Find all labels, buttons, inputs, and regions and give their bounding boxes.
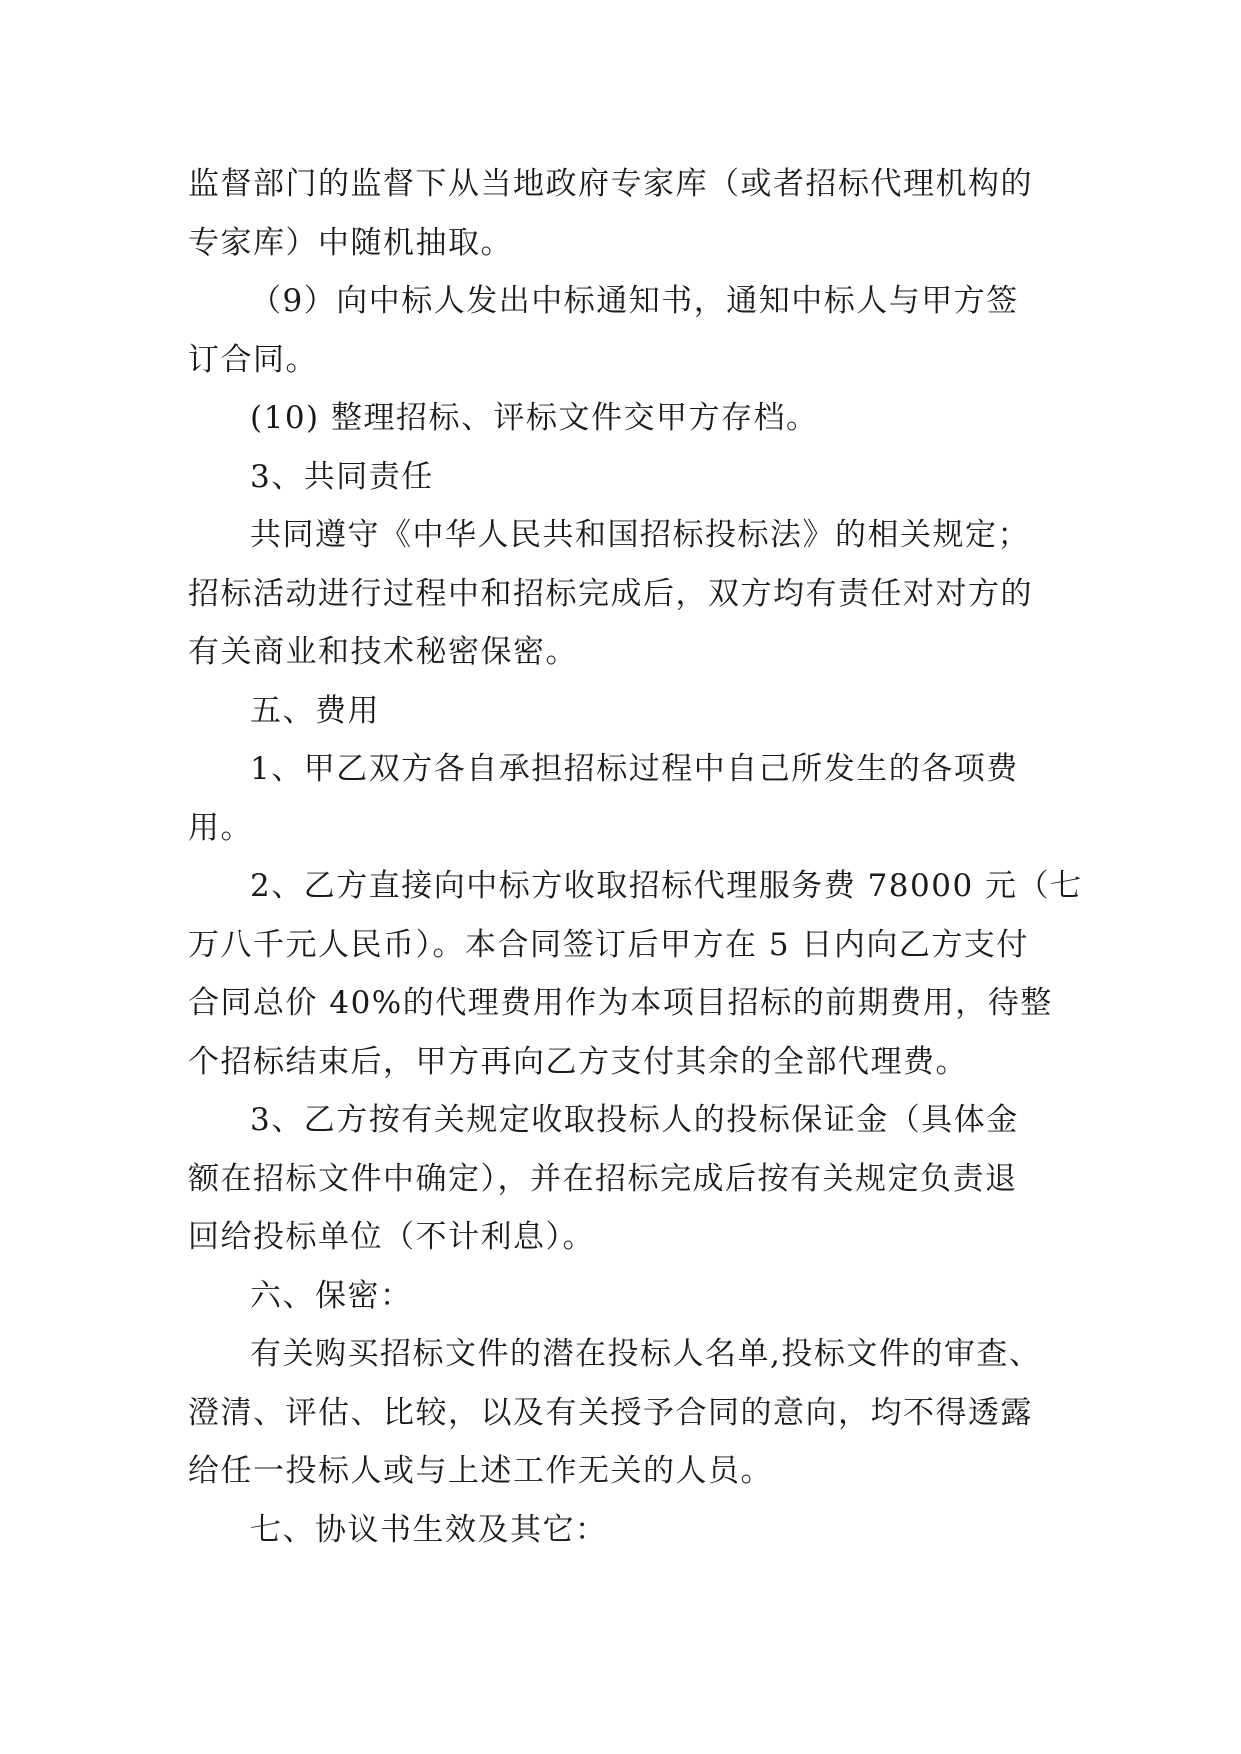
text-line: 3、乙方按有关规定收取投标人的投标保证金（具体金 <box>250 1102 1019 1138</box>
text-line: （9）向中标人发出中标通知书，通知中标人与甲方签 <box>250 283 1019 319</box>
text-line: 用。 <box>188 809 253 846</box>
text-line: 3、共同责任 <box>250 458 434 495</box>
text-line: 五、费用 <box>250 692 380 729</box>
text-line: 万八千元人民币）。本合同签订后甲方在 5 日内向乙方支付 <box>188 926 1029 963</box>
text-line: (10) 整理招标、评标文件交甲方存档。 <box>250 400 819 436</box>
text-line: 个招标结束后，甲方再向乙方支付其余的全部代理费。 <box>188 1043 968 1080</box>
text-line: 给任一投标人或与上述工作无关的人员。 <box>188 1453 773 1489</box>
text-line: 监督部门的监督下从当地政府专家库（或者招标代理机构的 <box>188 166 1033 202</box>
text-line: 额在招标文件中确定），并在招标完成后按有关规定负责退 <box>188 1160 1018 1197</box>
text-line: 六、保密： <box>250 1277 413 1314</box>
text-line: 招标活动进行过程中和招标完成后，双方均有责任对对方的 <box>188 575 1033 612</box>
text-line: 回给投标单位（不计利息）。 <box>188 1219 595 1255</box>
text-line: 有关商业和技术秘密保密。 <box>188 634 578 670</box>
text-line: 有关购买招标文件的潜在投标人名单,投标文件的审查、 <box>250 1336 1042 1372</box>
text-line: 共同遵守《中华人民共和国招标投标法》的相关规定； <box>250 517 1030 553</box>
text-line: 合同总价 40%的代理费用作为本项目招标的前期费用，待整 <box>188 985 1053 1021</box>
text-line: 2、乙方直接向中标方收取招标代理服务费 78000 元（七 <box>250 868 1083 904</box>
text-line: 1、甲乙双方各自承担招标过程中自己所发生的各项费 <box>250 751 1019 787</box>
text-line: 订合同。 <box>188 341 318 378</box>
text-line: 七、协议书生效及其它： <box>250 1511 608 1548</box>
text-line: 专家库）中随机抽取。 <box>188 224 513 261</box>
document-body <box>188 155 1083 1559</box>
text-line: 澄清、评估、比较，以及有关授予合同的意向，均不得透露 <box>188 1394 1033 1431</box>
